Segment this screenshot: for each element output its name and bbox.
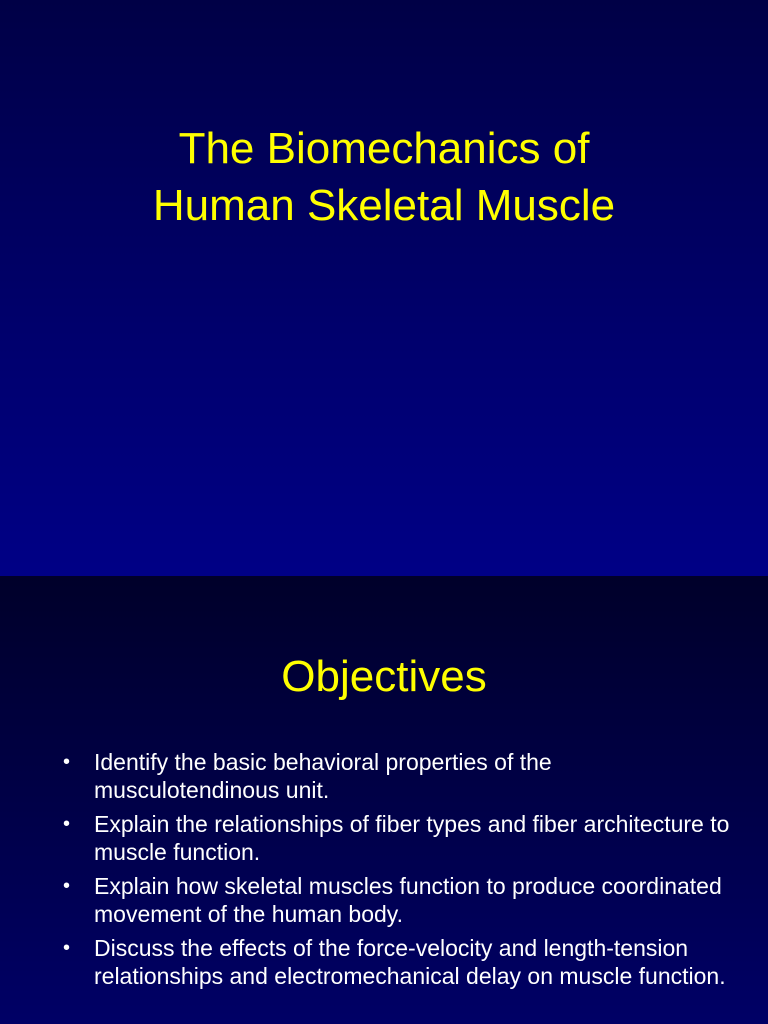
list-item <box>62 872 742 928</box>
objectives-heading: Objectives <box>281 652 487 701</box>
bullet-icon: • <box>63 751 71 773</box>
list-item-text: Explain the relationships of fiber types and fiber architecture to muscle function. <box>94 811 730 865</box>
list-item <box>62 934 742 990</box>
objectives-slide <box>0 576 768 1024</box>
bullet-icon: • <box>63 813 71 835</box>
bullet-icon: • <box>63 875 71 897</box>
list-item <box>62 810 742 866</box>
slide-title <box>0 120 768 234</box>
list-item-text: Explain how skeletal muscles function to produce coordinated movement of the human body. <box>94 873 722 927</box>
bullet-icon: • <box>63 937 71 959</box>
list-item-text: Identify the basic behavioral properties of the musculotendinous unit. <box>94 749 552 803</box>
list-item <box>62 748 742 804</box>
objectives-list <box>62 748 742 996</box>
title-line-1: The Biomechanics of <box>178 124 590 173</box>
title-line-2: Human Skeletal Muscle <box>152 181 616 230</box>
list-item-text: Discuss the effects of the force-velocity and length-tension relationships and electromechanical delay on muscle function. <box>94 935 726 989</box>
